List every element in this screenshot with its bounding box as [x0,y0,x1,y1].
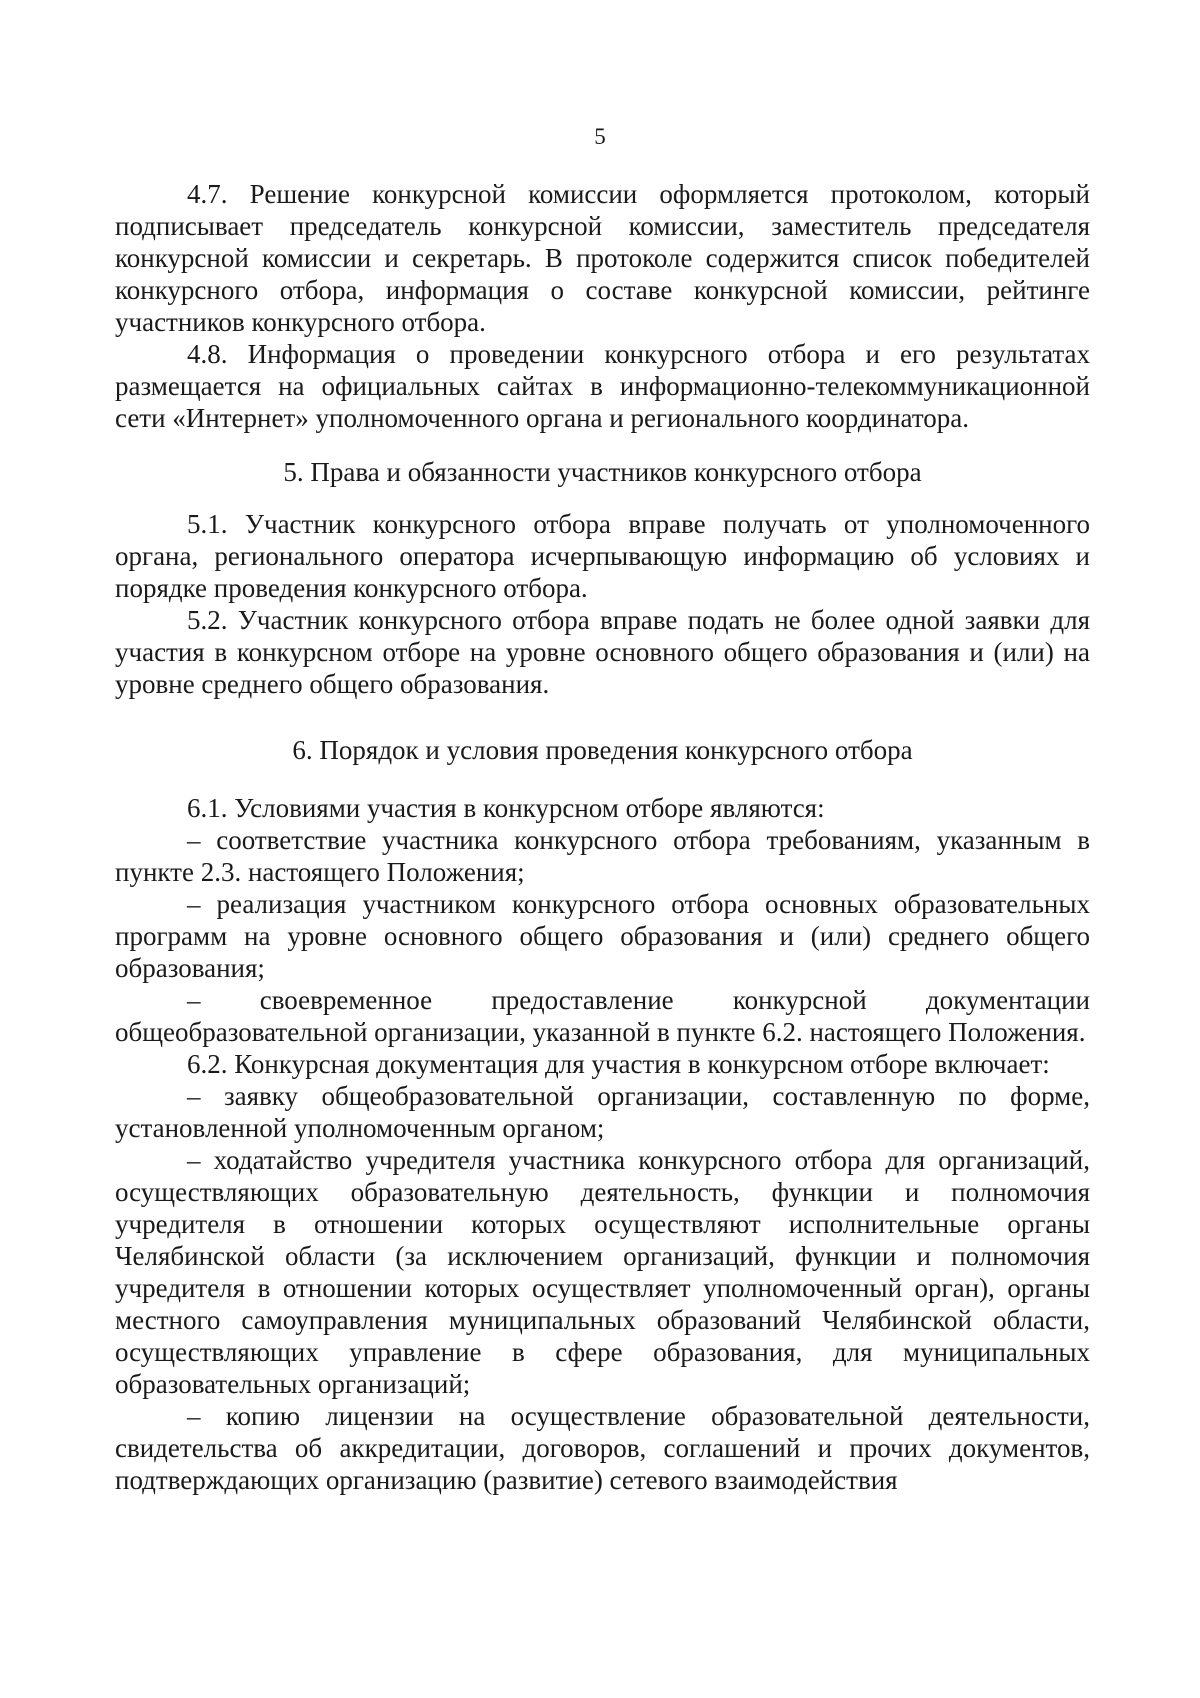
list-item-6-1-b: – реализация участником конкурсного отбора основных образовательных программ на уровне основного общего образования и (или) среднего общего образования; [115,889,1090,983]
paragraph-6-2: 6.2. Конкурсная документация для участия в конкурсном отборе включает: [187,1049,1050,1079]
paragraph-5-2: 5.2. Участник конкурсного отбора вправе подать не более одной заявки для участия в конкурсном отборе на уровне основного общего образования и (или) на уровне среднего общего образования. [115,605,1090,699]
list-item-6-2-b: – ходатайство учредителя участника конкурсного отбора для организаций, осуществляющих образовательную деятельность, функции и полномочия учредителя в отношении которых осуществляют исполнительные органы Челябинской области (за исключением организаций, функции и полномочия учредителя в отношении которых осуществляет уполномоченный орган), органы местного самоуправления муниципальных образований Челябинской области, осуществляющих управление в сфере образования, для муниципальных образовательных организаций; [115,1145,1090,1399]
list-item-6-1-c: – своевременное предоставление конкурсной документации общеобразовательной организации, указанной в пункте 6.2. настоящего Положения. [115,985,1090,1047]
paragraph-4-8: 4.8. Информация о проведении конкурсного отбора и его результатах размещается на официальных сайтах в информационно-телекоммуникационной сети «Интернет» уполномоченного органа и регионального координатора. [115,339,1090,433]
section-5-heading: 5. Права и обязанности участников конкурсного отбора [283,457,922,487]
section-6-heading: 6. Порядок и условия проведения конкурсного отбора [292,735,913,765]
list-item-6-2-c: – копию лицензии на осуществление образовательной деятельности, свидетельства об аккредитации, договоров, соглашений и прочих документов, подтверждающих организацию (развитие) сетевого взаимодействия [115,1401,1090,1495]
list-item-6-2-a: – заявку общеобразовательной организации, составленную по форме, установленной уполномоченным органом; [115,1081,1090,1143]
page-number: 5 [594,124,606,149]
paragraph-4-7: 4.7. Решение конкурсной комиссии оформляется протоколом, который подписывает председатель конкурсной комиссии, заместитель председателя конкурсной комиссии и секретарь. В протоколе содержится список победителей конкурсного отбора, информация о составе конкурсной комиссии, рейтинге участников конкурсного отбора. [115,179,1090,337]
paragraph-5-1: 5.1. Участник конкурсного отбора вправе получать от уполномоченного органа, регионального оператора исчерпывающую информацию об условиях и порядке проведения конкурсного отбора. [115,509,1090,603]
list-item-6-1-a: – соответствие участника конкурсного отбора требованиям, указанным в пункте 2.3. настоящего Положения; [115,825,1090,887]
paragraph-6-1: 6.1. Условиями участия в конкурсном отборе являются: [187,793,825,823]
document-body [115,178,1090,1496]
